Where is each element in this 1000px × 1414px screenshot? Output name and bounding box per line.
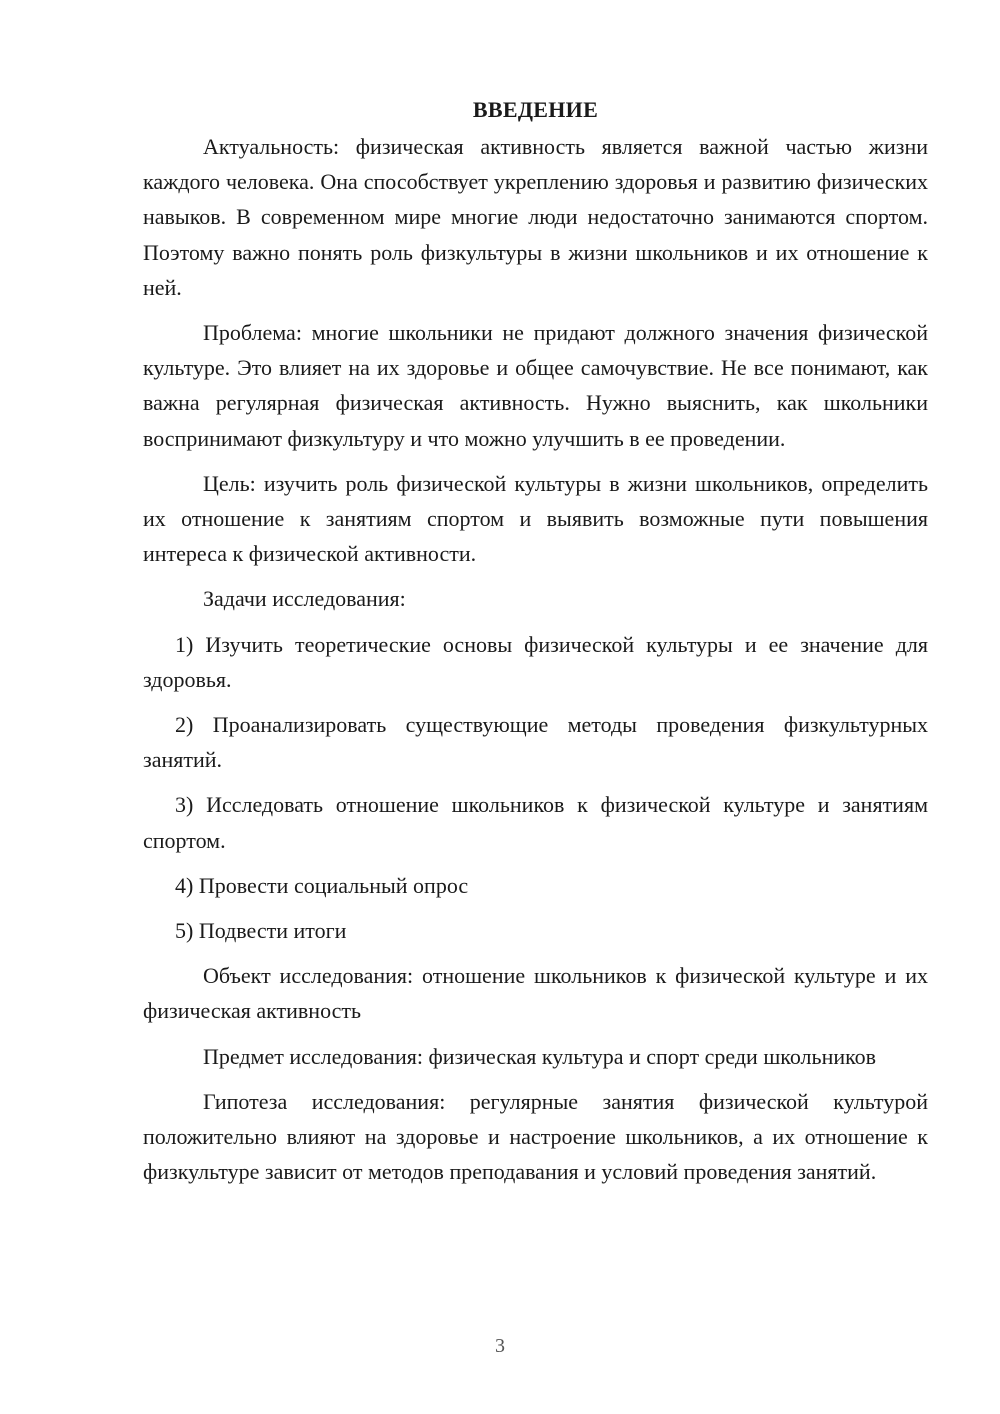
problem-paragraph: Проблема: многие школьники не придают должного значения физической культуре. Это влияет на их здоровье и общее самочувствие. Не все понимают, как важна регулярная физическая активность. Нужно выяснить, как школьники воспринимают физкультуру и что можно улучшить в ее проведении. <box>143 320 928 451</box>
relevance-paragraph: Актуальность: физическая активность является важной частью жизни каждого человека. Она способствует укреплению здоровья и развитию физических навыков. В современном мире многие люди недостаточно занимаются спортом. Поэтому важно понять роль физкультуры в жизни школьников и их отношение к ней. <box>143 134 928 300</box>
tasks-heading: Задачи исследования: <box>203 586 406 612</box>
document-page <box>143 92 928 1199</box>
goal-paragraph: Цель: изучить роль физической культуры в жизни школьников, определить их отношение к занятиям спортом и выявить возможные пути повышения интереса к физической активности. <box>143 470 928 567</box>
task-item-3: 3) Исследовать отношение школьников к физической культуре и занятиям спортом. <box>143 792 928 853</box>
page-title: ВВЕДЕНИЕ <box>472 97 599 122</box>
subject-paragraph: Предмет исследования: физическая культура и спорт среди школьников <box>203 1043 877 1069</box>
task-item-2: 2) Проанализировать существующие методы проведения физкультурных занятий. <box>143 712 928 773</box>
task-item-4: 4) Провести социальный опрос <box>175 872 469 898</box>
hypothesis-paragraph: Гипотеза исследования: регулярные занятия физической культурой положительно влияют на здоровье и настроение школьников, а их отношение к физкультуре зависит от методов преподавания и условий проведения занятий. <box>143 1088 928 1185</box>
task-item-5: 5) Подвести итоги <box>175 918 347 944</box>
task-item-1: 1) Изучить теоретические основы физической культуры и ее значение для здоровья. <box>143 631 928 692</box>
object-paragraph: Объект исследования: отношение школьников к физической культуре и их физическая активность <box>143 963 928 1024</box>
page-number: 3 <box>495 1335 505 1357</box>
